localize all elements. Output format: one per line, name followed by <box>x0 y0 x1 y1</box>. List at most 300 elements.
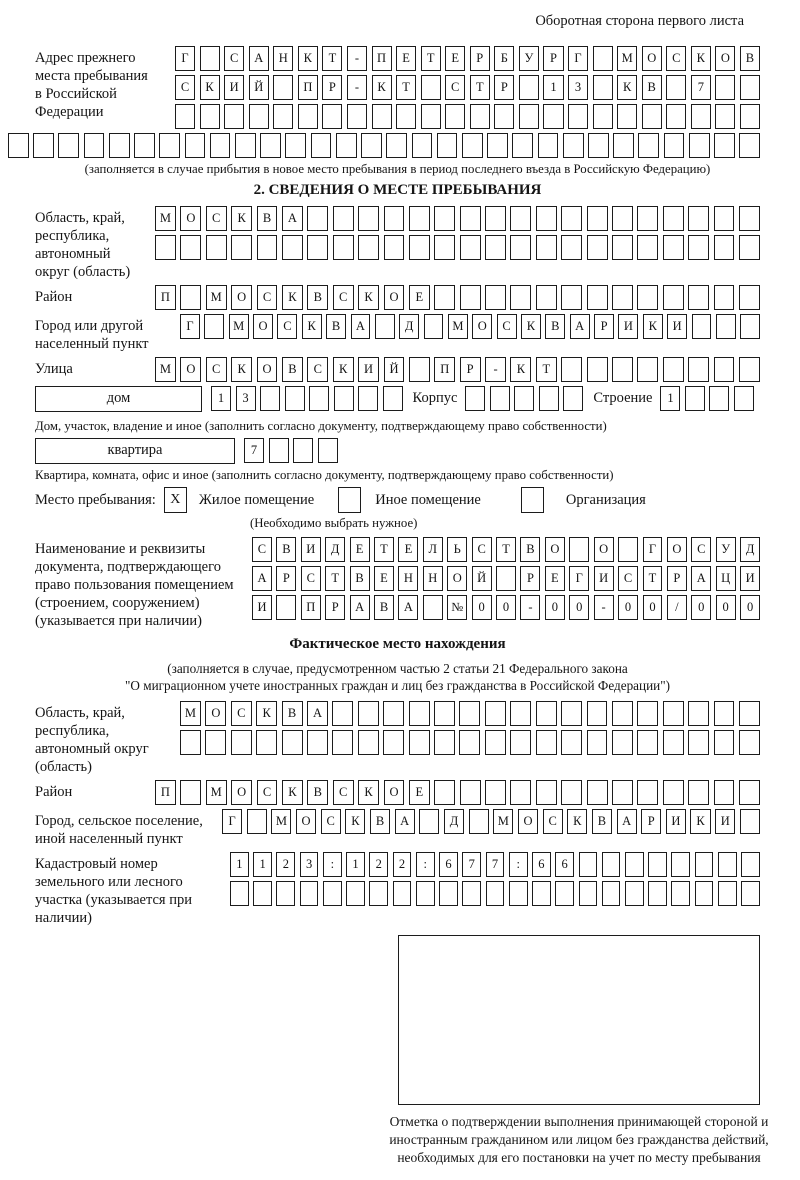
char-cell: К <box>358 780 379 805</box>
char-cell <box>536 235 557 260</box>
char-cell <box>384 235 405 260</box>
stamp-caption: Отметка о подтверждении выполнения принимающей стороной и иностранным гражданином или лицом без гражданства действий, необходимых для его постановки на учет по месту пребывания <box>389 1114 769 1165</box>
char-cell <box>688 357 709 382</box>
char-cell: 1 <box>346 852 365 877</box>
region-row-2 <box>155 235 760 260</box>
char-cell: В <box>520 537 540 562</box>
char-cell <box>205 730 226 755</box>
char-cell <box>333 206 354 231</box>
char-cell: Т <box>643 566 663 591</box>
char-cell <box>514 386 534 411</box>
char-cell: Е <box>545 566 565 591</box>
char-cell: Р <box>470 46 490 71</box>
char-cell <box>688 780 709 805</box>
city-label: Город или другой населенный пункт <box>35 318 149 352</box>
char-cell <box>543 104 563 129</box>
char-cell <box>671 881 690 906</box>
char-cell: К <box>691 46 711 71</box>
char-cell <box>485 206 506 231</box>
char-cell <box>276 595 296 620</box>
char-cell: О <box>257 357 278 382</box>
char-cell <box>510 235 531 260</box>
char-cell <box>663 701 684 726</box>
char-cell: - <box>347 75 367 100</box>
char-cell <box>231 235 252 260</box>
char-cell <box>210 133 231 158</box>
char-cell: И <box>618 314 638 339</box>
char-cell <box>311 133 332 158</box>
char-cell <box>648 852 667 877</box>
stay-type-note: (Необходимо выбрать нужное) <box>250 516 418 530</box>
stroenie-cells <box>660 386 754 411</box>
char-cell <box>663 235 684 260</box>
char-cell: О <box>518 809 538 834</box>
char-cell <box>739 133 760 158</box>
char-cell: С <box>307 357 328 382</box>
char-cell: - <box>520 595 540 620</box>
char-cell <box>538 133 559 158</box>
char-cell <box>637 206 658 231</box>
char-cell: О <box>231 780 252 805</box>
char-cell: С <box>206 357 227 382</box>
char-cell: С <box>231 701 252 726</box>
char-cell <box>334 386 354 411</box>
char-cell <box>739 730 760 755</box>
char-cell <box>206 235 227 260</box>
char-cell <box>409 206 430 231</box>
char-cell <box>235 133 256 158</box>
char-cell: Ц <box>716 566 736 591</box>
char-cell: Д <box>399 314 419 339</box>
char-cell <box>664 133 685 158</box>
district-block <box>35 285 760 310</box>
char-cell <box>587 206 608 231</box>
char-cell: А <box>249 46 269 71</box>
char-cell: У <box>716 537 736 562</box>
char-cell <box>740 314 760 339</box>
char-cell: П <box>372 46 392 71</box>
section2-title: 2. СВЕДЕНИЯ О МЕСТЕ ПРЕБЫВАНИЯ <box>253 182 542 198</box>
char-cell <box>593 104 613 129</box>
char-cell <box>273 104 293 129</box>
char-cell: К <box>298 46 318 71</box>
apartment-cells <box>244 438 338 463</box>
char-cell: С <box>445 75 465 100</box>
char-cell <box>579 881 598 906</box>
char-cell <box>637 701 658 726</box>
char-cell: Р <box>543 46 563 71</box>
char-cell <box>309 386 329 411</box>
char-cell: 7 <box>244 438 264 463</box>
char-cell <box>561 730 582 755</box>
char-cell: В <box>326 314 346 339</box>
char-cell: Т <box>325 566 345 591</box>
char-cell <box>563 133 584 158</box>
char-cell <box>714 357 735 382</box>
char-cell: 1 <box>253 852 272 877</box>
document-row-2 <box>252 566 760 591</box>
char-cell <box>204 314 224 339</box>
prev-address-row-4 <box>8 133 760 158</box>
char-cell: В <box>307 780 328 805</box>
char-cell: В <box>307 285 328 310</box>
char-cell: Р <box>494 75 514 100</box>
char-cell: Т <box>470 75 490 100</box>
char-cell: Е <box>350 537 370 562</box>
char-cell <box>358 730 379 755</box>
char-cell <box>625 881 644 906</box>
char-cell: Р <box>520 566 540 591</box>
char-cell: Е <box>409 780 430 805</box>
char-cell: К <box>345 809 365 834</box>
street-label: Улица <box>35 361 73 377</box>
char-cell <box>487 133 508 158</box>
char-cell <box>276 881 295 906</box>
prev-address-row-3 <box>175 104 760 129</box>
char-cell <box>419 809 439 834</box>
char-cell: В <box>370 809 390 834</box>
char-cell <box>714 730 735 755</box>
char-cell: Р <box>322 75 342 100</box>
char-cell: С <box>206 206 227 231</box>
char-cell: М <box>206 285 227 310</box>
char-cell: К <box>372 75 392 100</box>
char-cell <box>568 104 588 129</box>
char-cell <box>602 852 621 877</box>
char-cell <box>512 133 533 158</box>
option-other-premises-label: Иное помещение <box>375 491 481 508</box>
char-cell <box>462 881 481 906</box>
char-cell <box>412 133 433 158</box>
char-cell <box>663 357 684 382</box>
char-cell <box>663 285 684 310</box>
char-cell: 7 <box>462 852 481 877</box>
char-cell: Н <box>398 566 418 591</box>
char-cell: О <box>296 809 316 834</box>
char-cell: : <box>509 852 528 877</box>
char-cell: Т <box>322 46 342 71</box>
char-cell <box>739 701 760 726</box>
char-cell <box>175 104 195 129</box>
korpus-label: Корпус <box>412 390 458 406</box>
char-cell <box>333 235 354 260</box>
char-cell <box>593 75 613 100</box>
char-cell: Р <box>276 566 296 591</box>
char-cell: В <box>257 206 278 231</box>
char-cell: О <box>667 537 687 562</box>
char-cell: В <box>276 537 296 562</box>
char-cell <box>612 701 633 726</box>
char-cell: М <box>155 357 176 382</box>
char-cell <box>293 438 313 463</box>
char-cell <box>671 852 690 877</box>
char-cell: 0 <box>740 595 760 620</box>
char-cell: Т <box>374 537 394 562</box>
char-cell <box>469 809 489 834</box>
char-cell <box>666 104 686 129</box>
char-cell <box>593 46 613 71</box>
char-cell <box>332 701 353 726</box>
char-cell <box>307 206 328 231</box>
char-cell: Д <box>444 809 464 834</box>
char-cell: О <box>231 285 252 310</box>
char-cell <box>612 235 633 260</box>
char-cell: И <box>224 75 244 100</box>
char-cell <box>434 235 455 260</box>
char-cell: 0 <box>569 595 589 620</box>
char-cell: П <box>434 357 455 382</box>
char-cell <box>396 104 416 129</box>
char-cell <box>247 809 267 834</box>
char-cell <box>510 285 531 310</box>
char-cell: О <box>472 314 492 339</box>
char-cell <box>346 881 365 906</box>
char-cell: М <box>448 314 468 339</box>
char-cell <box>734 386 754 411</box>
char-cell: П <box>298 75 318 100</box>
char-cell: Н <box>273 46 293 71</box>
char-cell: М <box>155 206 176 231</box>
char-cell <box>563 386 583 411</box>
char-cell <box>718 852 737 877</box>
char-cell <box>666 75 686 100</box>
char-cell <box>383 730 404 755</box>
char-cell: Г <box>180 314 200 339</box>
option-organization-label: Организация <box>565 491 646 508</box>
district-row <box>155 285 760 310</box>
char-cell: - <box>594 595 614 620</box>
char-cell: В <box>282 357 303 382</box>
document-row-1 <box>252 537 760 562</box>
char-cell <box>685 386 705 411</box>
char-cell <box>490 386 510 411</box>
char-cell <box>424 314 444 339</box>
char-cell: Д <box>325 537 345 562</box>
char-cell: А <box>395 809 415 834</box>
char-cell: А <box>282 206 303 231</box>
char-cell: С <box>257 285 278 310</box>
char-cell: В <box>374 595 394 620</box>
char-cell <box>663 780 684 805</box>
char-cell <box>285 386 305 411</box>
stay-type-line <box>35 487 760 513</box>
char-cell <box>625 852 644 877</box>
char-cell <box>509 881 528 906</box>
corner-note: Оборотная сторона первого листа <box>535 13 744 29</box>
char-cell: В <box>545 314 565 339</box>
char-cell <box>612 285 633 310</box>
char-cell: К <box>231 206 252 231</box>
char-cell: К <box>282 285 303 310</box>
char-cell: С <box>472 537 492 562</box>
char-cell <box>185 133 206 158</box>
char-cell <box>612 206 633 231</box>
char-cell <box>617 104 637 129</box>
house-line <box>35 386 760 415</box>
char-cell <box>536 730 557 755</box>
char-cell <box>347 104 367 129</box>
char-cell <box>358 701 379 726</box>
char-cell: С <box>497 314 517 339</box>
char-cell: Г <box>222 809 242 834</box>
stay-type-label: Место пребывания: <box>35 491 156 508</box>
char-cell: Д <box>740 537 760 562</box>
fact-district-row <box>155 780 760 805</box>
char-cell: С <box>618 566 638 591</box>
char-cell: И <box>358 357 379 382</box>
fact-region-row-1 <box>180 701 760 726</box>
char-cell <box>409 357 430 382</box>
char-cell: О <box>180 206 201 231</box>
char-cell: К <box>510 357 531 382</box>
fact-district-block <box>35 780 760 805</box>
char-cell <box>588 133 609 158</box>
apartment-box-label: квартира <box>35 438 235 464</box>
char-cell: А <box>307 701 328 726</box>
char-cell <box>663 730 684 755</box>
char-cell <box>180 235 201 260</box>
checkbox-other-premises <box>338 487 361 513</box>
char-cell <box>421 104 441 129</box>
char-cell <box>637 780 658 805</box>
char-cell <box>739 235 760 260</box>
char-cell <box>383 701 404 726</box>
char-cell <box>692 314 712 339</box>
char-cell: С <box>666 46 686 71</box>
char-cell: А <box>617 809 637 834</box>
char-cell: С <box>301 566 321 591</box>
char-cell: 0 <box>691 595 711 620</box>
char-cell <box>470 104 490 129</box>
char-cell <box>718 881 737 906</box>
char-cell <box>134 133 155 158</box>
char-cell <box>485 730 506 755</box>
street-block <box>35 357 760 382</box>
prev-address-block <box>35 46 760 129</box>
region-row-1 <box>155 206 760 231</box>
char-cell <box>307 730 328 755</box>
char-cell <box>260 133 281 158</box>
fact-city-block <box>35 809 760 848</box>
char-cell <box>409 730 430 755</box>
char-cell <box>688 730 709 755</box>
char-cell: 6 <box>439 852 458 877</box>
char-cell <box>714 235 735 260</box>
char-cell <box>423 595 443 620</box>
char-cell <box>58 133 79 158</box>
char-cell <box>510 701 531 726</box>
char-cell: У <box>519 46 539 71</box>
char-cell: - <box>347 46 367 71</box>
char-cell <box>358 206 379 231</box>
char-cell <box>230 881 249 906</box>
char-cell <box>231 730 252 755</box>
fact-district-label: Район <box>35 784 73 800</box>
document-label: Наименование и реквизиты документа, подтверждающего право пользования помещением (строением, сооружением) (указывается при наличии) <box>35 541 234 629</box>
char-cell <box>739 285 760 310</box>
char-cell <box>386 133 407 158</box>
char-cell <box>741 881 760 906</box>
region-block <box>35 206 760 281</box>
char-cell: Г <box>569 566 589 591</box>
char-cell: К <box>521 314 541 339</box>
char-cell: П <box>155 285 176 310</box>
checkbox-residential: X <box>164 487 187 513</box>
char-cell <box>519 75 539 100</box>
prev-address-note: (заполняется в случае прибытия в новое место пребывания в период последнего въезда в Российскую Федерацию) <box>84 162 711 176</box>
char-cell: 3 <box>300 852 319 877</box>
char-cell: И <box>667 314 687 339</box>
char-cell: 3 <box>568 75 588 100</box>
char-cell: 0 <box>472 595 492 620</box>
char-cell: С <box>277 314 297 339</box>
fact-region-row-2 <box>180 730 760 755</box>
city-row <box>180 314 760 339</box>
char-cell: 0 <box>618 595 638 620</box>
char-cell <box>587 730 608 755</box>
char-cell <box>648 881 667 906</box>
char-cell: - <box>485 357 506 382</box>
char-cell <box>180 730 201 755</box>
cadastre-row-2 <box>230 881 760 906</box>
char-cell: Г <box>643 537 663 562</box>
char-cell <box>369 881 388 906</box>
char-cell <box>180 780 201 805</box>
char-cell <box>637 357 658 382</box>
char-cell <box>637 235 658 260</box>
char-cell: П <box>155 780 176 805</box>
char-cell <box>561 206 582 231</box>
char-cell: М <box>206 780 227 805</box>
char-cell <box>739 357 760 382</box>
char-cell: О <box>447 566 467 591</box>
char-cell: / <box>667 595 687 620</box>
char-cell: О <box>594 537 614 562</box>
char-cell: 0 <box>643 595 663 620</box>
char-cell <box>741 852 760 877</box>
char-cell <box>519 104 539 129</box>
char-cell <box>358 386 378 411</box>
char-cell: В <box>350 566 370 591</box>
char-cell <box>579 852 598 877</box>
char-cell: К <box>302 314 322 339</box>
char-cell: 6 <box>532 852 551 877</box>
char-cell: 2 <box>369 852 388 877</box>
char-cell <box>587 285 608 310</box>
char-cell <box>714 780 735 805</box>
char-cell: К <box>282 780 303 805</box>
char-cell: А <box>570 314 590 339</box>
char-cell: М <box>493 809 513 834</box>
char-cell: М <box>271 809 291 834</box>
char-cell: М <box>180 701 201 726</box>
char-cell: Г <box>568 46 588 71</box>
char-cell <box>618 537 638 562</box>
char-cell <box>739 780 760 805</box>
char-cell <box>555 881 574 906</box>
char-cell <box>612 730 633 755</box>
char-cell <box>409 235 430 260</box>
char-cell: М <box>617 46 637 71</box>
char-cell <box>109 133 130 158</box>
char-cell: Т <box>396 75 416 100</box>
char-cell: 1 <box>230 852 249 877</box>
cadastre-label: Кадастровый номер земельного или лесного участка (указывается при наличии) <box>35 856 192 926</box>
char-cell: О <box>205 701 226 726</box>
fact-region-block <box>35 701 760 776</box>
char-cell: Й <box>384 357 405 382</box>
char-cell: О <box>384 780 405 805</box>
